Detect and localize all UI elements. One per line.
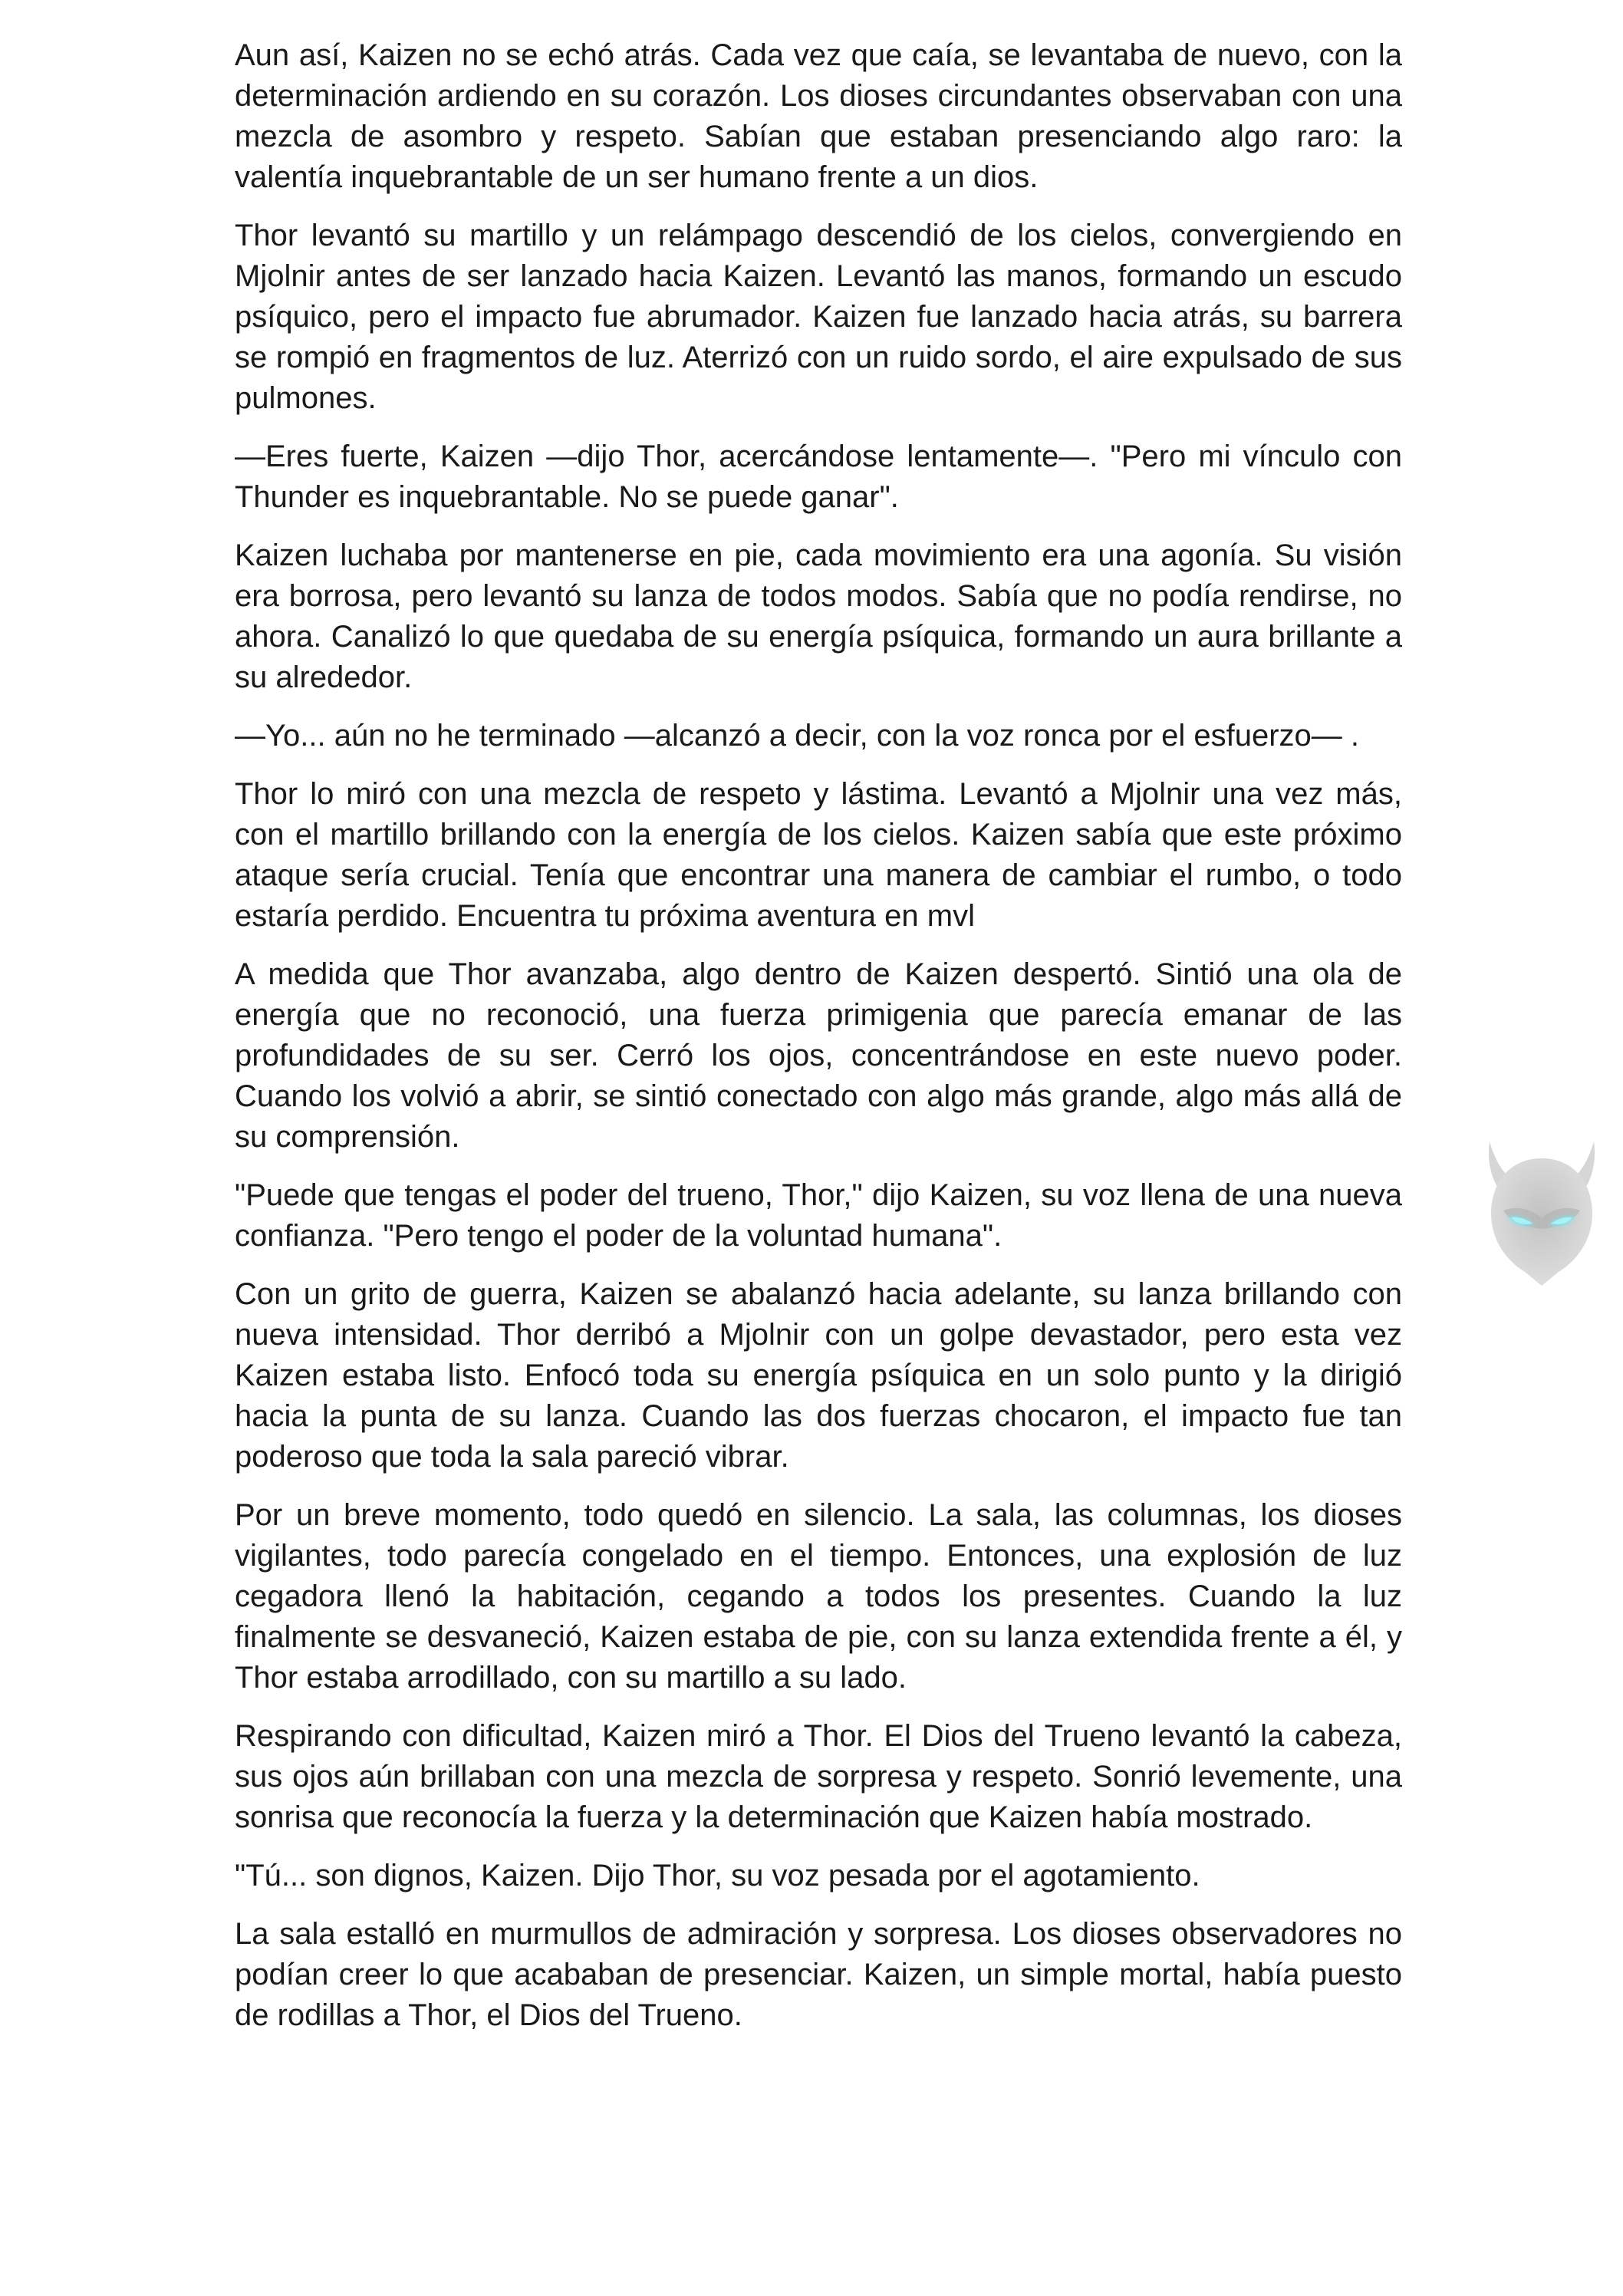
paragraph: Thor levantó su martillo y un relámpago descendió de los cielos, convergiendo en Mjolnir antes de ser lanzado hacia Kaizen. Levantó las manos, formando un escudo psíquico, pero el impacto fue abrumador. Kaizen fue lanzado hacia atrás, su barrera se rompió en fragmentos de luz. Aterrizó con un ruido sordo, el aire expulsado de sus pulmones. <box>235 219 1402 415</box>
paragraph: "Tú... son dignos, Kaizen. Dijo Thor, su voz pesada por el agotamiento. <box>235 1859 1200 1892</box>
paragraph: Thor lo miró con una mezcla de respeto y lástima. Levantó a Mjolnir una vez más, con el martillo brillando con la energía de los cielos. Kaizen sabía que este próximo ataque sería crucial. Tenía que encontrar una manera de cambiar el rumbo, o todo estaría perdido. Encuentra tu próxima aventura en mvl <box>235 777 1402 933</box>
paragraph: Aun así, Kaizen no se echó atrás. Cada vez que caía, se levantaba de nuevo, con la determinación ardiendo en su corazón. Los dioses circundantes observaban con una mezcla de asombro y respeto. Sabían que estaban presenciando algo raro: la valentía inquebrantable de un ser humano frente a un dios. <box>235 38 1402 194</box>
paragraph: Respirando con dificultad, Kaizen miró a Thor. El Dios del Trueno levantó la cabeza, sus ojos aún brillaban con una mezcla de sorpresa y respeto. Sonrió levemente, una sonrisa que reconocía la fuerza y la determinación que Kaizen había mostrado. <box>235 1719 1402 1834</box>
paragraph: "Puede que tengas el poder del trueno, Thor," dijo Kaizen, su voz llena de una nueva confianza. "Pero tengo el poder de la voluntad humana". <box>235 1178 1402 1253</box>
document-body <box>235 35 1402 2036</box>
demon-head-logo-icon <box>1473 1128 1611 1293</box>
paragraph: A medida que Thor avanzaba, algo dentro de Kaizen despertó. Sintió una ola de energía que no reconoció, una fuerza primigenia que parecía emanar de las profundidades de su ser. Cerró los ojos, concentrándose en este nuevo poder. Cuando los volvió a abrir, se sintió conectado con algo más grande, algo más allá de su comprensión. <box>235 957 1402 1154</box>
paragraph: Con un grito de guerra, Kaizen se abalanzó hacia adelante, su lanza brillando con nueva intensidad. Thor derribó a Mjolnir con un golpe devastador, pero esta vez Kaizen estaba listo. Enfocó toda su energía psíquica en un solo punto y la dirigió hacia la punta de su lanza. Cuando las dos fuerzas chocaron, el impacto fue tan poderoso que toda la sala pareció vibrar. <box>235 1277 1402 1474</box>
paragraph: —Yo... aún no he terminado —alcanzó a decir, con la voz ronca por el esfuerzo— . <box>235 719 1360 753</box>
paragraph: Kaizen luchaba por mantenerse en pie, cada movimiento era una agonía. Su visión era borrosa, pero levantó su lanza de todos modos. Sabía que no podía rendirse, no ahora. Canalizó lo que quedaba de su energía psíquica, formando un aura brillante a su alrededor. <box>235 539 1402 694</box>
paragraph: —Eres fuerte, Kaizen —dijo Thor, acercándose lentamente—. "Pero mi vínculo con Thunder es inquebrantable. No se puede ganar". <box>235 440 1402 514</box>
paragraph: La sala estalló en murmullos de admiración y sorpresa. Los dioses observadores no podían creer lo que acababan de presenciar. Kaizen, un simple mortal, había puesto de rodillas a Thor, el Dios del Trueno. <box>235 1917 1402 2032</box>
paragraph: Por un breve momento, todo quedó en silencio. La sala, las columnas, los dioses vigilantes, todo parecía congelado en el tiempo. Entonces, una explosión de luz cegadora llenó la habitación, cegando a todos los presentes. Cuando la luz finalmente se desvaneció, Kaizen estaba de pie, con su lanza extendida frente a él, y Thor estaba arrodillado, con su martillo a su lado. <box>235 1498 1402 1695</box>
